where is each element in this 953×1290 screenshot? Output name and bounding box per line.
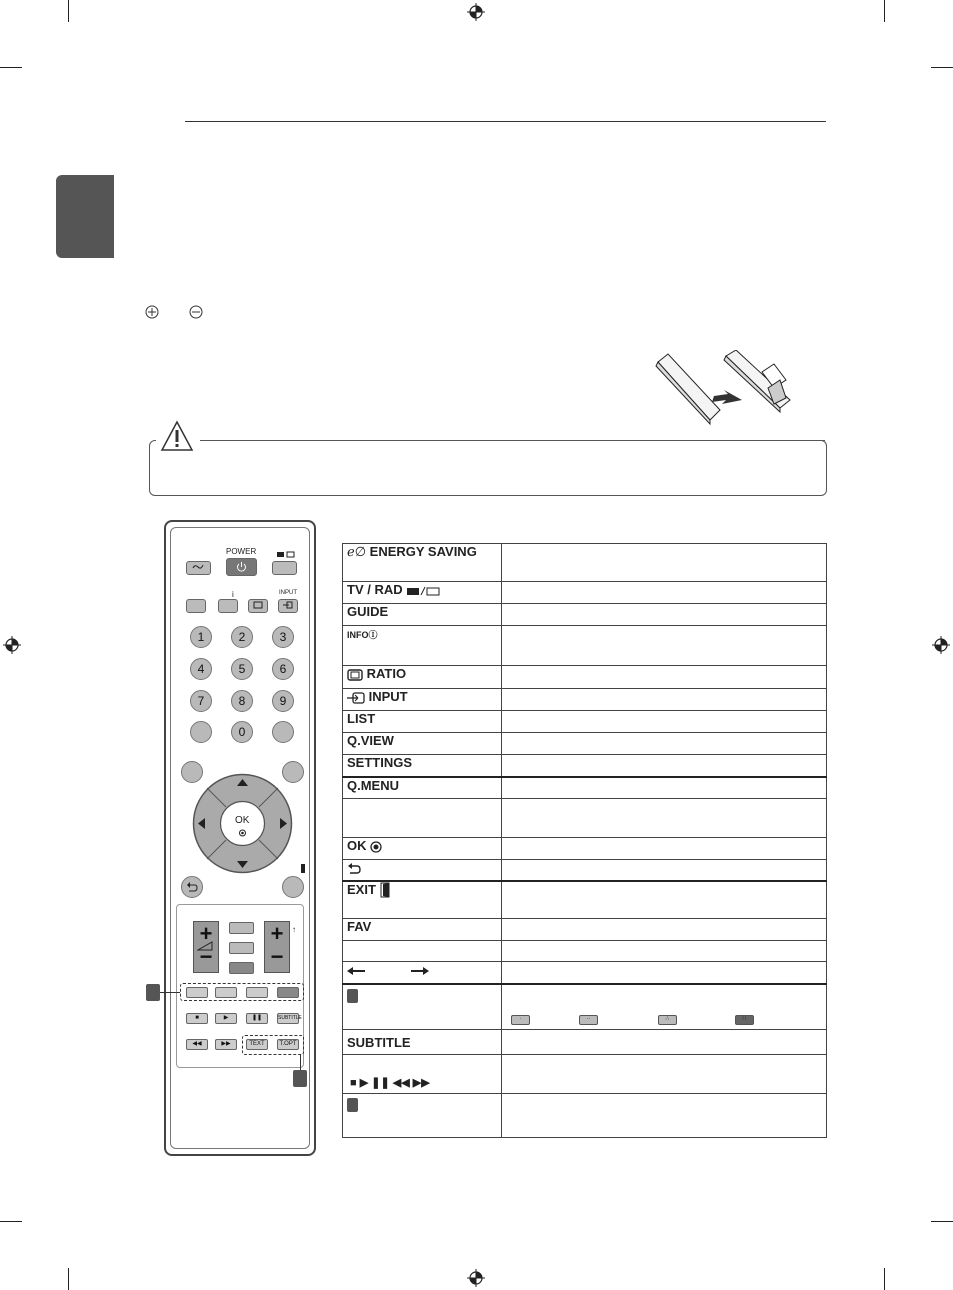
info-icon: Ⓘ	[368, 630, 378, 640]
fast-forward-button[interactable]: ▶▶	[215, 1039, 237, 1050]
tv-rad-button[interactable]	[272, 561, 297, 575]
crop-mark	[931, 67, 953, 68]
crop-mark	[884, 0, 885, 22]
row-label: LIST	[343, 711, 502, 733]
energy-saving-icon	[192, 563, 204, 572]
row-description	[501, 941, 826, 962]
row-description	[501, 626, 826, 666]
header-rule	[185, 121, 826, 122]
row-description	[501, 881, 826, 919]
table-row	[343, 838, 827, 860]
ok-label: OK	[235, 815, 250, 826]
crop-mark	[68, 0, 69, 22]
page-button[interactable]	[229, 962, 254, 974]
row-description	[501, 919, 826, 941]
crop-mark	[68, 1268, 69, 1290]
callout-line	[160, 992, 180, 993]
callout-line	[300, 1055, 301, 1070]
callout-1-icon	[347, 989, 358, 1003]
row-label: SETTINGS	[343, 755, 502, 777]
exit-icon	[301, 864, 305, 873]
table-row	[343, 626, 827, 666]
row-description	[501, 1094, 826, 1138]
table-row	[343, 666, 827, 689]
tv-radio-icon	[276, 551, 296, 558]
row-label: TV / RAD	[347, 582, 403, 597]
remote-function-table	[342, 543, 827, 1138]
yellow-key-icon: ∴	[658, 1015, 677, 1025]
volume-rocker[interactable]: + −	[193, 921, 219, 973]
number-button-4[interactable]: 4	[190, 658, 212, 680]
row-label: ENERGY SAVING	[369, 544, 477, 559]
table-row	[343, 1055, 827, 1094]
row-label: GUIDE	[343, 604, 502, 626]
row-description	[501, 962, 826, 984]
number-button-8[interactable]: 8	[231, 690, 253, 712]
row-label: Q.VIEW	[343, 733, 502, 755]
exit-button[interactable]	[282, 876, 304, 898]
ratio-icon	[253, 601, 263, 609]
table-row	[343, 582, 827, 604]
row-label: EXIT	[347, 881, 376, 897]
q-view-button[interactable]	[272, 721, 294, 743]
row-label: INPUT	[368, 689, 408, 704]
row-description	[501, 1055, 826, 1094]
battery-cover-illustration	[650, 350, 795, 428]
tv-radio-icon	[406, 586, 440, 596]
registration-mark-icon	[467, 3, 485, 21]
number-button-3[interactable]: 3	[272, 626, 294, 648]
green-key-icon: ··	[579, 1015, 598, 1025]
row-description	[501, 860, 826, 881]
table-row	[343, 544, 827, 582]
ok-dot-icon	[370, 841, 382, 853]
callout-2-icon	[347, 1098, 358, 1112]
row-label: INFO	[347, 630, 369, 640]
guide-button[interactable]	[186, 599, 206, 613]
program-rocker[interactable]: + −	[264, 921, 290, 973]
row-description	[501, 1030, 826, 1055]
number-button-7[interactable]: 7	[190, 690, 212, 712]
energy-saving-icon: ℯ∅	[347, 544, 367, 559]
playback-icons: ■ ▶ ❚❚ ◀◀ ▶▶	[347, 1077, 430, 1089]
table-row	[343, 733, 827, 755]
table-row	[343, 1030, 827, 1055]
table-row	[343, 799, 827, 838]
number-button-2[interactable]: 2	[231, 626, 253, 648]
red-key-icon: ·	[511, 1015, 530, 1025]
blue-key-icon: ∷	[735, 1015, 754, 1025]
crop-mark	[0, 67, 22, 68]
power-label: POWER	[226, 547, 257, 556]
callout-1-icon	[146, 984, 160, 1001]
row-description	[501, 777, 826, 799]
table-row	[343, 604, 827, 626]
stop-button[interactable]: ■	[186, 1013, 208, 1024]
crop-mark	[0, 1221, 22, 1222]
row-label: RATIO	[366, 666, 407, 681]
subtitle-button[interactable]: SUBTITLE	[277, 1013, 299, 1024]
table-row	[343, 941, 827, 962]
row-description	[501, 838, 826, 860]
caution-box	[149, 440, 827, 496]
row-description	[501, 544, 826, 582]
table-row	[343, 962, 827, 984]
row-label: OK	[347, 838, 367, 853]
table-row	[343, 984, 827, 1030]
row-description	[501, 604, 826, 626]
pause-button[interactable]: ❚❚	[246, 1013, 268, 1024]
registration-mark-icon	[3, 636, 21, 654]
ratio-icon	[347, 669, 363, 681]
registration-mark-icon	[467, 1269, 485, 1287]
text-button[interactable]: TEXT	[246, 1039, 268, 1050]
info-button[interactable]	[218, 599, 238, 613]
power-icon	[236, 561, 247, 572]
input-icon	[347, 692, 365, 704]
info-icon: i	[232, 590, 234, 599]
row-label: FAV	[343, 919, 502, 941]
number-button-0[interactable]: 0	[231, 721, 253, 743]
warning-icon	[160, 420, 194, 452]
input-icon	[283, 601, 293, 609]
row-description	[501, 666, 826, 689]
row-label	[343, 941, 502, 962]
row-label: Q.MENU	[343, 777, 502, 799]
registration-mark-icon	[932, 636, 950, 654]
table-row	[343, 711, 827, 733]
row-label	[343, 799, 502, 838]
caution-divider	[285, 440, 825, 441]
table-row	[343, 755, 827, 777]
row-label: SUBTITLE	[347, 1034, 411, 1050]
table-row	[343, 919, 827, 941]
row-description	[501, 711, 826, 733]
rewind-button[interactable]: ◀◀	[186, 1039, 208, 1050]
fav-button[interactable]	[229, 922, 254, 934]
plus-polarity-icon	[145, 305, 159, 319]
section-tab	[56, 175, 114, 258]
back-icon	[347, 863, 361, 875]
number-button-6[interactable]: 6	[272, 658, 294, 680]
yellow-key[interactable]	[246, 987, 268, 998]
table-row	[343, 689, 827, 711]
play-button[interactable]: ▶	[215, 1013, 237, 1024]
list-button[interactable]	[190, 721, 212, 743]
green-key[interactable]	[215, 987, 237, 998]
exit-icon	[380, 882, 390, 898]
blue-key[interactable]	[277, 987, 299, 998]
row-description	[501, 582, 826, 604]
number-button-1[interactable]: 1	[190, 626, 212, 648]
table-row	[343, 881, 827, 919]
table-row	[343, 860, 827, 881]
crop-mark	[931, 1221, 953, 1222]
mute-button[interactable]	[229, 942, 254, 954]
page-arrows-icon	[347, 966, 429, 976]
red-key[interactable]	[186, 987, 208, 998]
back-icon	[186, 881, 198, 893]
number-button-5[interactable]: 5	[231, 658, 253, 680]
row-description	[501, 689, 826, 711]
row-description	[501, 799, 826, 838]
crop-mark	[884, 1268, 885, 1290]
callout-2-icon	[293, 1070, 307, 1087]
row-description	[501, 733, 826, 755]
volume-icon	[197, 941, 213, 951]
table-row	[343, 777, 827, 799]
minus-polarity-icon	[189, 305, 203, 319]
input-label: INPUT	[279, 590, 297, 596]
row-description	[501, 755, 826, 777]
t-opt-button[interactable]: T.OPT	[277, 1039, 299, 1050]
program-up-icon: ↑	[292, 925, 296, 934]
table-row	[343, 1094, 827, 1138]
number-button-9[interactable]: 9	[272, 690, 294, 712]
